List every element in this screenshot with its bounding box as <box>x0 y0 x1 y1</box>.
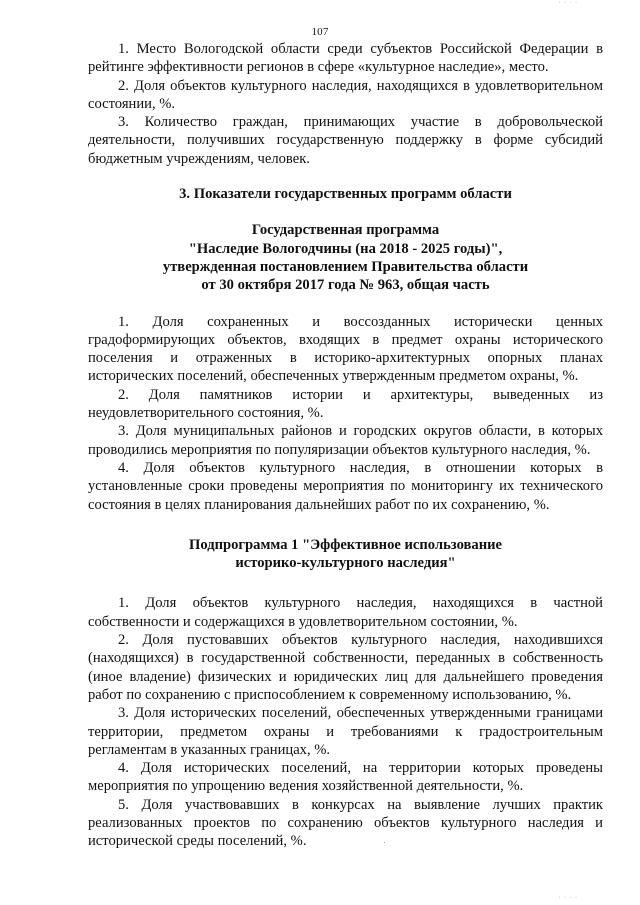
program-heading <box>88 221 603 294</box>
scan-mark-bottom: · · · · <box>558 895 578 901</box>
page-number: 107 <box>311 26 329 38</box>
program-heading-line: Государственная программа <box>251 222 440 239</box>
scan-dot <box>384 842 385 843</box>
subprogram-heading-line: историко-культурного наследия" <box>235 555 456 572</box>
indicator-paragraph: 3. Количество граждан, принимающих участие в добровольческой деятельности, получивших государственную поддержку в форме субсидий бюджетным учреждениям, человек. <box>88 114 603 167</box>
section-heading: 3. Показатели государственных программ области <box>179 186 512 203</box>
indicator-paragraph: 1. Доля объектов культурного наследия, находящихся в частной собственности и содержащихся в удовлетворительном состоянии, %. <box>88 595 603 630</box>
indicator-paragraph: 2. Доля памятников истории и архитектуры, выведенных из неудовлетворительного состояния, %. <box>88 386 603 422</box>
indicator-paragraph: 3. Доля муниципальных районов и городских округов области, в которых проводились мероприятия по популяризации объектов культурного наследия, %. <box>88 423 603 458</box>
indicator-paragraph: 3. Доля исторических поселений, обеспеченных утвержденными границами территории, предметом охраны и требованиями к градостроительным регламентам в указанных границах, %. <box>88 705 603 758</box>
subprogram-heading-line: Подпрограмма 1 "Эффективное использование <box>188 536 502 553</box>
indicator-paragraph: 2. Доля объектов культурного наследия, находящихся в удовлетворительном состоянии, %. <box>88 77 603 112</box>
program-heading-line: утвержденная постановлением Правительства области <box>162 258 529 275</box>
page-content <box>88 40 603 851</box>
indicator-paragraph: 5. Доля участвовавших в конкурсах на выявление лучших практик реализованных проектов по сохранению объектов культурного наследия и исторической среды поселений, %. <box>88 796 603 850</box>
subprogram-heading <box>88 536 603 573</box>
indicator-paragraph: 1. Место Вологодской области среди субъектов Российской Федерации в рейтинге эффективности регионов в сфере «культурное наследие», место. <box>88 41 603 76</box>
scan-mark-top: · · · · <box>558 0 578 6</box>
indicator-paragraph: 4. Доля объектов культурного наследия, в отношении которых в установленные сроки проведены мероприятия по мониторингу их технического состояния в целях планирования дальнейших работ по их сохранению, %. <box>88 459 603 513</box>
indicator-paragraph: 2. Доля пустовавших объектов культурного наследия, находившихся (находящихся) в государственной собственности, переданных в собственность (иное владение) физических и юридических лиц для дальнейшего проведения работ по сохранению с приспособлением к современному использованию, %. <box>88 632 603 703</box>
indicator-paragraph: 4. Доля исторических поселений, на территории которых проведены мероприятия по упрощению ведения хозяйственной деятельности, %. <box>88 760 603 795</box>
indicator-paragraph: 1. Доля сохраненных и воссозданных исторически ценных градоформирующих объектов, входящих в предмет охраны исторического поселения и отраженных в историко-архитектурных опорных планах исторических поселений, обеспеченных утвержденным предметом охраны, %. <box>88 313 603 385</box>
program-heading-line: от 30 октября 2017 года № 963, общая часть <box>201 277 490 294</box>
program-heading-line: "Наследие Вологодчины (на 2018 - 2025 годы)", <box>188 240 503 257</box>
